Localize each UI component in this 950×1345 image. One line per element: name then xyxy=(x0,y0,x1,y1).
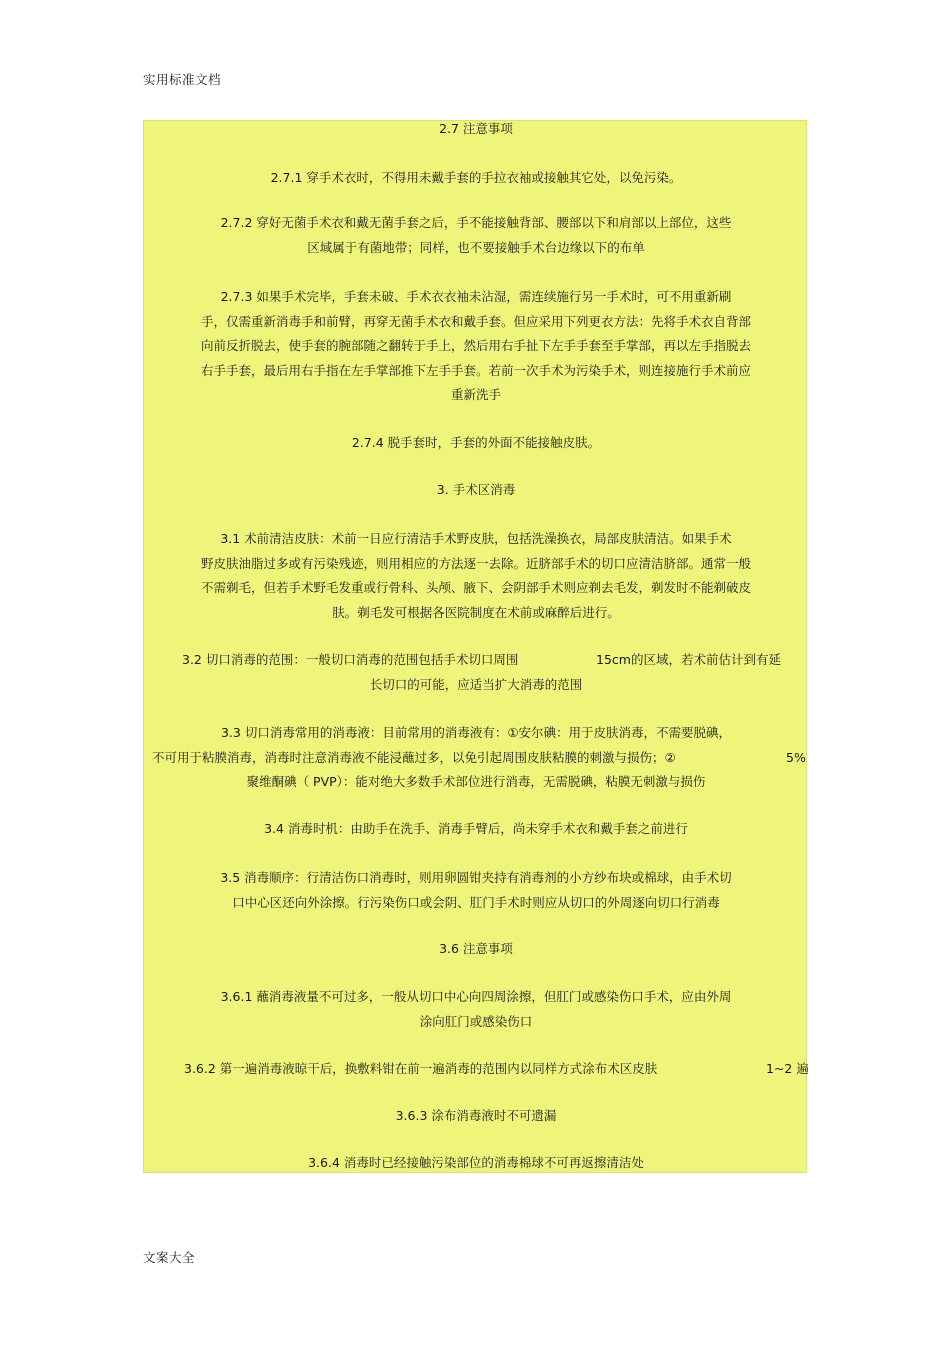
content-panel xyxy=(143,120,807,1173)
item-3-5-line-2: 口中心区还向外涂擦。行污染伤口或会阴、肛门手术时则应从切口的外周逐向切口行消毒 xyxy=(232,894,720,910)
item-3-6-2-count: 1~2 遍 xyxy=(766,1061,809,1076)
page-header: 实用标准文档 xyxy=(143,72,222,87)
item-3-2-part-a: 3.2 切口消毒的范围：一般切口消毒的范围包括手术切口周围 xyxy=(182,652,519,667)
section-3-title: 3. 手术区消毒 xyxy=(436,482,516,497)
page-footer: 文案大全 xyxy=(143,1250,196,1265)
item-3-1-line-3: 不需剃毛，但若手术野毛发重或行骨科、头颅、腋下、会阴部手术则应剃去毛发，剃发时不能剃破皮 xyxy=(200,580,751,595)
item-3-6-2-line xyxy=(144,1057,808,1082)
item-3-3 xyxy=(144,721,808,795)
item-2-7-3-line-3: 向前反折脱去，使手套的腕部随之翻转于手上，然后用右手扯下左手手套至手掌部，再以左手指脱去 xyxy=(200,338,751,353)
item-3-2-line-1 xyxy=(144,648,808,673)
item-3-6-1 xyxy=(144,985,808,1034)
item-2-7-1: 2.7.1 穿手术衣时，不得用未戴手套的手拉衣袖或接触其它处，以免污染。 xyxy=(270,170,682,185)
item-3-1-line-1: 3.1 术前清洁皮肤：术前一日应行清洁手术野皮肤，包括洗澡换衣，局部皮肤清洁。如果手术 xyxy=(220,531,732,546)
item-2-7-3-line-1: 2.7.3 如果手术完毕，手套未破、手术衣衣袖未沾湿，需连续施行另一手术时，可不用重新刷 xyxy=(220,289,732,304)
item-3-6-1-line-1: 3.6.1 蘸消毒液量不可过多，一般从切口中心向四周涂擦，但肛门或感染伤口手术，应由外周 xyxy=(220,989,732,1004)
item-3-6-4: 3.6.4 消毒时已经接触污染部位的消毒棉球不可再返擦清洁处 xyxy=(308,1155,644,1170)
item-3-6-2-text: 3.6.2 第一遍消毒液晾干后，换敷料钳在前一遍消毒的范围内以同样方式涂布术区皮肤 xyxy=(184,1061,658,1076)
item-3-1 xyxy=(144,527,808,625)
item-3-2-line-2: 长切口的可能，应适当扩大消毒的范围 xyxy=(369,676,583,692)
item-2-7-2 xyxy=(144,211,808,260)
item-3-4: 3.4 消毒时机：由助手在洗手、消毒手臂后，尚未穿手术衣和戴手套之前进行 xyxy=(264,821,688,836)
section-2-7-title: 2.7 注意事项 xyxy=(439,121,513,136)
item-2-7-4: 2.7.4 脱手套时，手套的外面不能接触皮肤。 xyxy=(351,435,601,450)
item-3-2-part-b: 15cm的区域，若术前估计到有延 xyxy=(596,652,781,667)
item-3-6-1-line-2: 涂向肛门或感染伤口 xyxy=(419,1013,533,1029)
item-3-3-line-2 xyxy=(144,746,808,771)
item-3-6-3: 3.6.3 涂布消毒液时不可遗漏 xyxy=(395,1108,557,1123)
item-3-3-line-1: 3.3 切口消毒常用的消毒液：目前常用的消毒液有：①安尔碘：用于皮肤消毒，不需要脱碘， xyxy=(220,725,732,740)
item-3-3-percent: 5% xyxy=(786,749,806,765)
item-3-3-line-3: 聚维酮碘（ PVP）：能对绝大多数手术部位进行消毒，无需脱碘，粘膜无刺激与损伤 xyxy=(246,774,706,789)
item-3-1-line-4: 肤。剃毛发可根据各医院制度在术前或麻醉后进行。 xyxy=(332,604,620,620)
item-2-7-3 xyxy=(144,285,808,408)
item-3-1-line-2: 野皮肤油脂过多或有污染残迹，则用相应的方法逐一去除。近脐部手术的切口应清洁脐部。通常一般 xyxy=(200,555,751,571)
item-2-7-2-line-1: 2.7.2 穿好无菌手术衣和戴无菌手套之后，手不能接触背部、腰部以下和肩部以上部位，这些 xyxy=(220,215,732,230)
item-3-2 xyxy=(144,648,808,697)
item-2-7-3-line-4: 右手手套，最后用右手指在左手掌部推下左手手套。若前一次手术为污染手术，则连接施行手术前应 xyxy=(200,362,751,378)
section-3-6-title: 3.6 注意事项 xyxy=(439,941,513,956)
item-2-7-2-line-2: 区域属于有菌地带；同样，也不要接触手术台边缘以下的布单 xyxy=(307,239,645,255)
item-3-6-2 xyxy=(144,1057,808,1082)
item-2-7-3-line-5: 重新洗手 xyxy=(450,387,501,402)
item-3-3-line-2-text: 不可用于粘膜消毒，消毒时注意消毒液不能浸蘸过多，以免引起周围皮肤粘膜的刺激与损伤；② xyxy=(152,749,676,765)
item-3-5 xyxy=(144,866,808,915)
item-3-5-line-1: 3.5 消毒顺序：行清洁伤口消毒时，则用卵圆钳夹持有消毒剂的小方纱布块或棉球，由手术切 xyxy=(220,870,732,885)
item-2-7-3-line-2: 手，仅需重新消毒手和前臂，再穿无菌手术衣和戴手套。但应采用下列更衣方法：先将手术衣自背部 xyxy=(200,313,751,329)
